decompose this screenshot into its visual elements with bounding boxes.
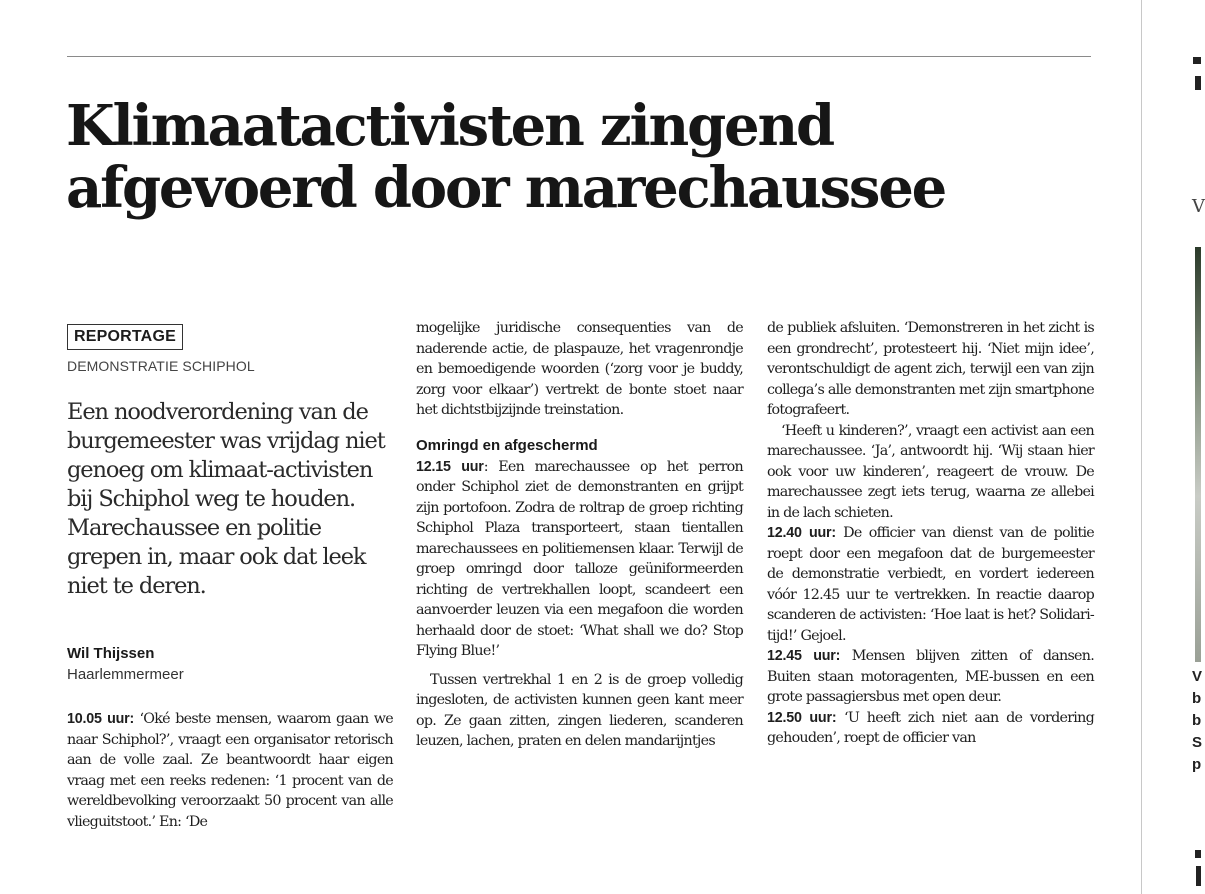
body-paragraph: de publiek afsluiten. ‘Demonstreren in het zicht is een grondrecht’, protesteert hij. ‘Niet mijn idee’, verontschuldigt de agent zich, terwijl een van zijn collega’s alle demonstranten met zijn smartphone fotografeert. xyxy=(767,320,1094,418)
body-paragraph: 12.45 uur: Mensen blijven zitten of dansen. Buiten staan motoragenten, ME-bussen en een grote passagiersbus met open deur. xyxy=(767,648,1095,705)
body-paragraph: ‘Heeft u kinderen?’, vraagt een activist aan een marechaussee. ‘Ja’, antwoordt hij. ‘Wij staan hier ook voor uw kinderen’, reageert de vrouw. De marechaussee zegt iets terug, waarna ze allebei in de lach schieten. xyxy=(767,422,1094,521)
body-paragraph: Tussen vertrekhal 1 en 2 is de groep volledig ingesloten, de activisten kunnen geen kant meer op. Ze gaan zitten, zingen liederen, scanderen leuzen, lachen, praten en delen mandarijntjes xyxy=(416,671,743,749)
headline: Klimaatactivisten zingend afgevoerd door marechaussee xyxy=(66,93,946,221)
edge-caption: S xyxy=(1192,734,1203,751)
edge-headline-fragment xyxy=(1196,866,1201,886)
edge-headline-fragment xyxy=(1195,76,1201,90)
column-divider xyxy=(1141,0,1142,894)
edge-caption: b xyxy=(1192,690,1202,707)
edge-caption: p xyxy=(1192,756,1202,773)
column-3 xyxy=(767,318,1094,749)
top-rule xyxy=(67,56,1091,57)
body-paragraph: 12.40 uur: De officier van dienst van de politie roept door een megafoon dat de burgemeester de demonstratie verbiedt, en vordert iedereen vóór 12.45 uur te vertrekken. In reactie daarop scanderen de activisten: ‘Hoe laat is het? Solidari-tijd!’ Gejoel. xyxy=(767,525,1095,644)
edge-text: V xyxy=(1192,196,1205,217)
timestamp: 12.50 uur: xyxy=(767,709,837,726)
edge-headline-fragment xyxy=(1193,57,1201,64)
body-paragraph: 10.05 uur: ‘Oké beste mensen, waarom gaan we naar Schiphol?’, vraagt een organisator retorisch aan de volle zaal. Ze beantwoordt haar eigen vraag met een reeks redenen: ‘1 procent van de wereldbevolking veroorzaakt 50 procent van alle vlieguitstoot.’ En: ‘De xyxy=(67,711,393,830)
body-paragraph: 12.15 uur: Een marechaussee op het perron onder Schiphol ziet de demonstranten en grijpt zijn portofoon. Zodra de roltrap de groep richting Schiphol Plaza transporteert, staan tientallen marechaussees en politiemensen klaar. Terwijl de groep omringd door talloze geüniformeerden richting de vertrekhallen loopt, scandeert een aanvoerder leuzen via een megafoon die worden herhaald door de stoet: ‘What shall we do? Stop Flying Blue!’ xyxy=(416,458,743,659)
edge-caption: b xyxy=(1192,712,1202,729)
author-location: Haarlemmermeer xyxy=(67,666,184,683)
column-1 xyxy=(67,318,393,832)
section-label: REPORTAGE xyxy=(67,324,183,350)
timestamp: 12.40 uur: xyxy=(767,525,836,541)
timestamp: 10.05 uur: xyxy=(67,711,135,727)
edge-caption: V xyxy=(1192,668,1203,685)
edge-headline-fragment xyxy=(1195,850,1201,858)
body-paragraph: mogelijke juridische consequenties van de naderende actie, de plaspauze, het vragenrondje en bemoedigende woorden (‘zorg voor je buddy, zorg voor elkaar’) vertrekt de bonte stoet naar het dichtstbijzijnde treinstation. xyxy=(416,320,743,418)
column-2 xyxy=(416,318,743,752)
body-paragraph: 12.50 uur: ‘U heeft zich niet aan de vordering gehouden’, roept de officier van xyxy=(767,709,1094,746)
timestamp: 12.45 uur: xyxy=(767,648,841,664)
topic-label: DEMONSTRATIE SCHIPHOL xyxy=(67,358,255,374)
edge-photo xyxy=(1195,247,1201,662)
author-name: Wil Thijssen xyxy=(67,645,155,662)
subheading: Omringd en afgeschermd xyxy=(416,436,598,454)
intro-text: Een noodverordening van de burgemeester was vrijdag niet genoeg om klimaat-activisten bij Schiphol weg te houden. Marechaussee en politie grepen in, maar ook dat leek niet te deren. xyxy=(67,399,385,599)
timestamp: 12.15 uur xyxy=(416,458,484,475)
